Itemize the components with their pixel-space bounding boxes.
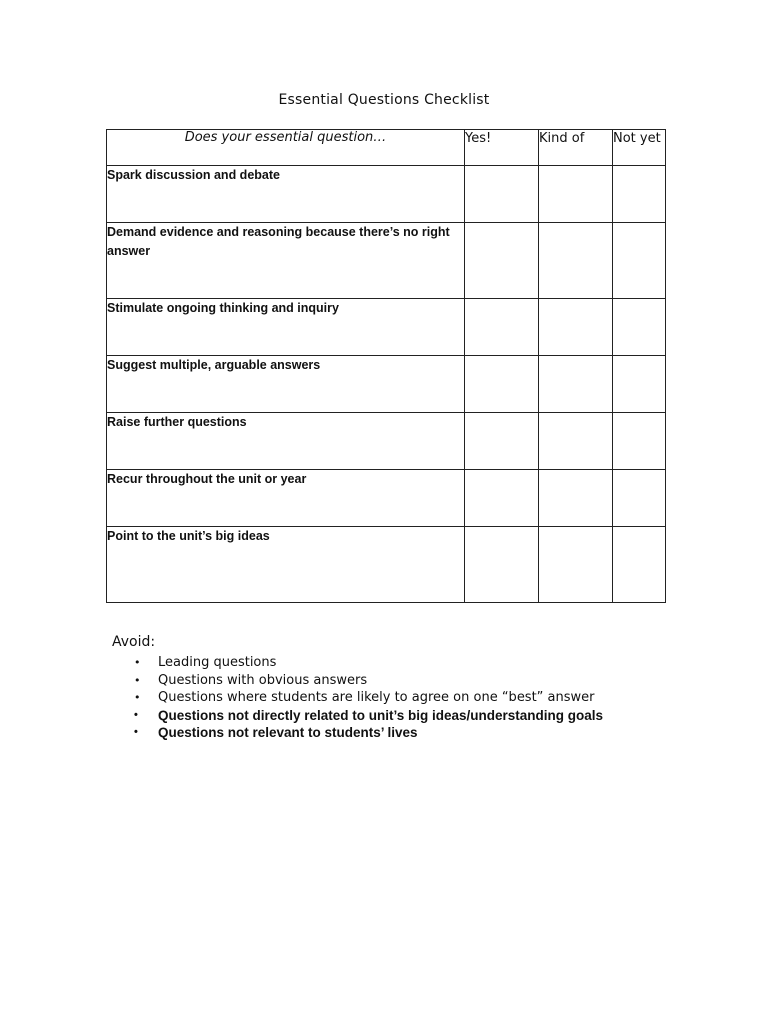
not-yet-checkbox-cell[interactable] xyxy=(613,223,666,299)
table-row xyxy=(107,413,666,470)
list-item-text: Questions not relevant to students’ lives xyxy=(158,725,418,740)
criterion-cell: Recur throughout the unit or year xyxy=(107,470,465,527)
bullet-icon: • xyxy=(134,708,138,721)
not-yet-checkbox-cell[interactable] xyxy=(613,356,666,413)
yes-checkbox-cell[interactable] xyxy=(465,299,539,356)
header-question: Does your essential question… xyxy=(107,130,465,166)
kind-of-checkbox-cell[interactable] xyxy=(539,527,613,603)
avoid-list xyxy=(134,654,694,742)
list-item-text: Questions where students are likely to agree on one “best” answer xyxy=(158,690,595,705)
essential-questions-table xyxy=(106,129,666,603)
kind-of-checkbox-cell[interactable] xyxy=(539,356,613,413)
yes-checkbox-cell[interactable] xyxy=(465,356,539,413)
list-item-text: Questions with obvious answers xyxy=(158,672,368,688)
header-yes: Yes! xyxy=(465,130,539,166)
kind-of-checkbox-cell[interactable] xyxy=(539,166,613,223)
not-yet-checkbox-cell[interactable] xyxy=(613,413,666,470)
bullet-icon: • xyxy=(134,673,141,687)
not-yet-checkbox-cell[interactable] xyxy=(613,470,666,527)
kind-of-checkbox-cell[interactable] xyxy=(539,413,613,470)
yes-checkbox-cell[interactable] xyxy=(465,166,539,223)
not-yet-checkbox-cell[interactable] xyxy=(613,299,666,356)
list-item xyxy=(134,672,694,690)
table-row xyxy=(107,356,666,413)
kind-of-checkbox-cell[interactable] xyxy=(539,299,613,356)
criterion-cell: Demand evidence and reasoning because there’s no right answer xyxy=(107,223,465,299)
yes-checkbox-cell[interactable] xyxy=(465,470,539,527)
criterion-cell: Suggest multiple, arguable answers xyxy=(107,356,465,413)
not-yet-checkbox-cell[interactable] xyxy=(613,166,666,223)
table-row xyxy=(107,223,666,299)
list-item xyxy=(134,654,694,672)
list-item-text: Leading questions xyxy=(158,655,277,670)
bullet-icon: • xyxy=(134,726,138,738)
not-yet-checkbox-cell[interactable] xyxy=(613,527,666,603)
yes-checkbox-cell[interactable] xyxy=(465,413,539,470)
table-row xyxy=(107,470,666,527)
table-row xyxy=(107,166,666,223)
criterion-cell: Raise further questions xyxy=(107,413,465,470)
avoid-heading: Avoid: xyxy=(112,634,156,650)
kind-of-checkbox-cell[interactable] xyxy=(539,470,613,527)
criterion-cell: Point to the unit’s big ideas xyxy=(107,527,465,603)
bullet-icon: • xyxy=(134,691,141,704)
header-not-yet: Not yet xyxy=(613,130,666,166)
table-header-row xyxy=(107,130,666,166)
list-item xyxy=(134,689,694,707)
table-row xyxy=(107,527,666,603)
criterion-cell: Stimulate ongoing thinking and inquiry xyxy=(107,299,465,356)
table-row xyxy=(107,299,666,356)
yes-checkbox-cell[interactable] xyxy=(465,223,539,299)
list-item-text: Questions not directly related to unit’s big ideas/understanding goals xyxy=(158,707,604,723)
header-kind-of: Kind of xyxy=(539,130,613,166)
document-title: Essential Questions Checklist xyxy=(278,92,490,108)
list-item xyxy=(134,724,694,742)
list-item xyxy=(134,707,694,725)
kind-of-checkbox-cell[interactable] xyxy=(539,223,613,299)
yes-checkbox-cell[interactable] xyxy=(465,527,539,603)
bullet-icon: • xyxy=(134,656,141,669)
criterion-cell: Spark discussion and debate xyxy=(107,166,465,223)
